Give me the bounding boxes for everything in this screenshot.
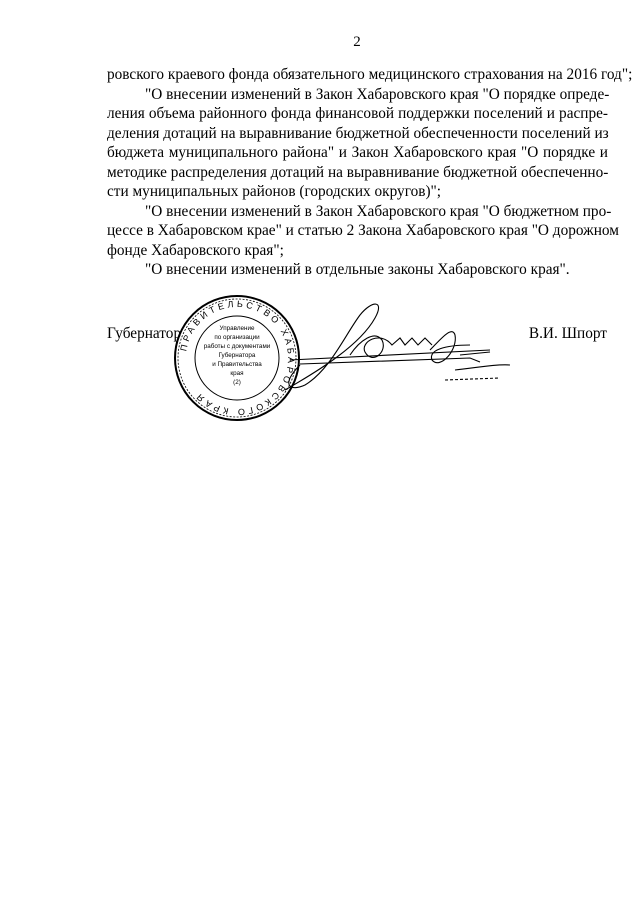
page-number: 2 (353, 34, 361, 50)
stamp-outer-text: ПРАВИТЕЛЬСТВО ХАБАРОВСКОГО КРАЯ (178, 298, 297, 418)
text-line: "О внесении изменений в Закон Хабаровского края "О бюджетном про- (145, 202, 612, 220)
text-line: деления дотаций на выравнивание бюджетной обеспеченности поселений из (107, 124, 609, 142)
handwritten-signature (285, 304, 510, 390)
signature-position: Губернатор (107, 325, 182, 342)
text-line: "О внесении изменений в отдельные законы Хабаровского края". (145, 261, 570, 278)
text-line: ровского краевого фонда обязательного медицинского страхования на 2016 год"; (107, 66, 633, 83)
official-stamp (175, 296, 299, 420)
stamp-inner-line: Управление (219, 325, 255, 332)
stamp-inner-line: и Правительства (212, 361, 262, 368)
text-line: "О внесении изменений в Закон Хабаровского края "О порядке опреде- (145, 85, 610, 103)
stamp-inner-line: края (230, 370, 244, 377)
stamp-inner-line: по организации (214, 334, 260, 341)
stamp-inner-line: работы с документами (203, 343, 271, 350)
text-line: фонде Хабаровского края"; (107, 241, 284, 259)
stamp-inner-line: Губернатора (218, 352, 256, 359)
text-line: ления объема районного фонда финансовой поддержки поселений и распре- (107, 105, 608, 122)
text-line: методике распределения дотаций на выравнивание бюджетной обеспеченно- (107, 163, 609, 181)
text-line: бюджета муниципального района" и Закон Хабаровского края "О порядке и (107, 144, 608, 161)
signatory-name: В.И. Шпорт (528, 325, 607, 342)
stamp-inner-line: (2) (233, 379, 241, 386)
text-line: сти муниципальных районов (городских округов)"; (107, 183, 442, 200)
text-line: цессе в Хабаровском крае" и статью 2 Закона Хабаровского края "О дорожном (107, 222, 619, 239)
